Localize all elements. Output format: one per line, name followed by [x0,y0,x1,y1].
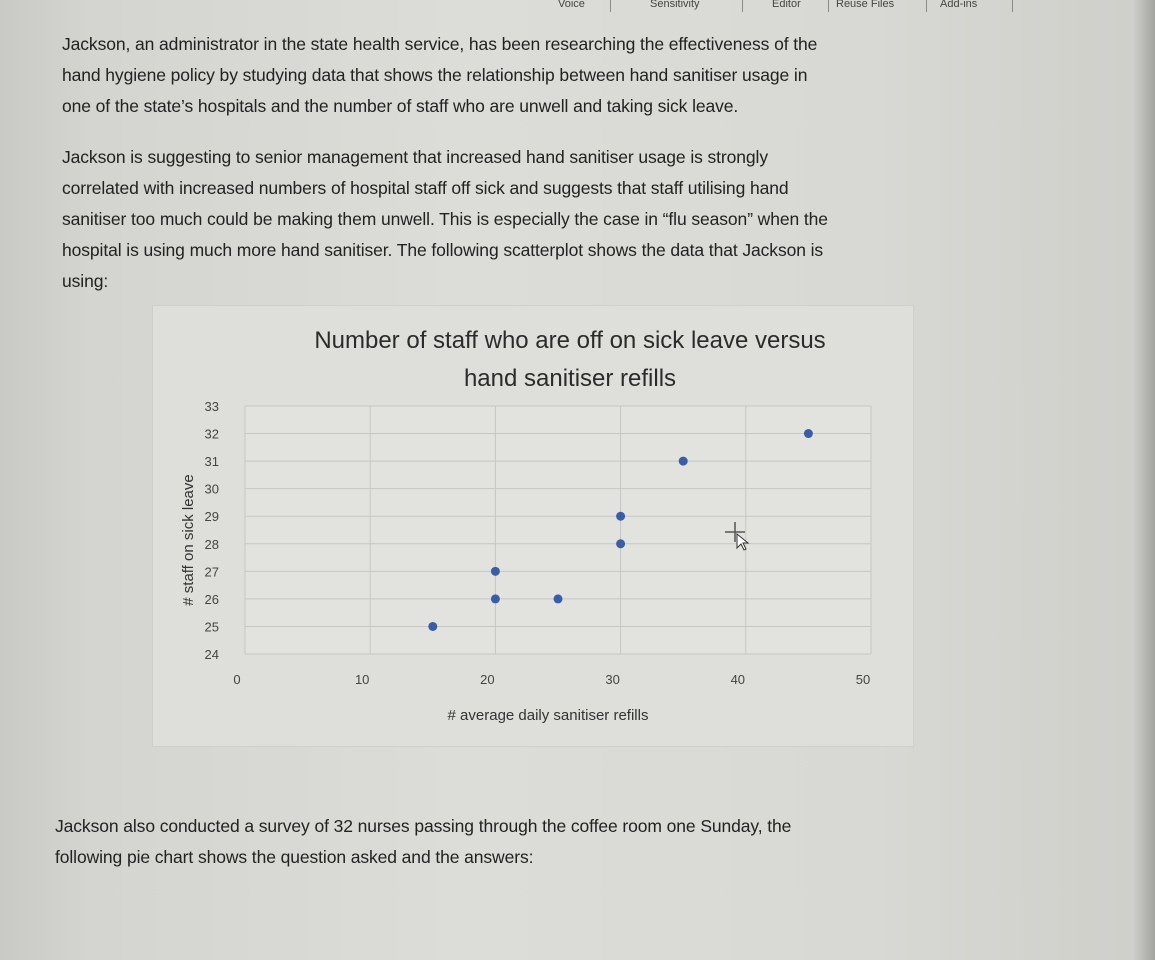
data-point [491,567,500,576]
ribbon-separator [742,0,743,12]
ribbon-separator [828,0,829,12]
x-tick-label: 30 [605,672,620,687]
paragraph-line: sanitiser too much could be making them unwell. This is especially the case in “flu season” when the [62,209,828,229]
y-tick-label: 26 [204,591,219,607]
x-tick-label: 0 [233,672,241,687]
y-tick-label: 25 [204,619,219,635]
ribbon-add-ins[interactable]: Add-ins [940,0,978,10]
y-tick-label: 29 [204,509,219,525]
x-tick-label: 40 [730,672,746,687]
data-point [804,429,813,438]
data-point [616,512,625,521]
paragraph-intro [62,29,817,122]
y-tick-label: 32 [204,426,219,442]
ribbon-separator [926,0,927,12]
x-tick-label: 50 [855,672,871,687]
y-tick-label: 30 [204,481,219,497]
paragraph-line: following pie chart shows the question asked and the answers: [55,847,534,867]
plot-area [245,406,871,654]
x-axis-label: # average daily sanitiser refills [447,707,649,724]
paragraph-line: Jackson is suggesting to senior management that increased hand sanitiser usage is strongly [62,147,768,167]
paragraph-survey [55,811,791,873]
ribbon-sensitivity[interactable]: Sensitivity [650,0,700,10]
ribbon-bar [0,0,1155,14]
data-point [491,594,500,603]
paragraph-line: using: [62,271,109,291]
paragraph-line: correlated with increased numbers of hospital staff off sick and suggests that staff utilising hand [62,178,789,198]
ribbon-separator [610,0,611,12]
ribbon-voice[interactable]: Voice [558,0,585,10]
scatter-chart-frame[interactable] [152,305,914,747]
ribbon-separator [1012,0,1013,12]
ribbon-reuse-files[interactable]: Reuse Files [836,0,895,10]
chart-title-line: Number of staff who are off on sick leave versus [314,327,826,354]
paragraph-line: hospital is using much more hand sanitiser. The following scatterplot shows the data that Jackson is [62,240,824,260]
y-tick-label: 31 [204,454,219,470]
ribbon-editor[interactable]: Editor [772,0,801,10]
y-tick-label: 28 [204,536,219,552]
x-tick-label: 10 [354,672,370,687]
y-tick-label: 33 [204,399,219,414]
y-tick-label: 24 [204,647,219,662]
page-edge-shadow [1133,0,1155,960]
paragraph-suggestion [62,142,828,297]
data-point [616,539,625,548]
paragraph-line: one of the state’s hospitals and the number of staff who are unwell and taking sick leave. [62,96,739,116]
x-tick-label: 20 [480,672,495,687]
data-point [554,594,563,603]
y-axis-label: # staff on sick leave [180,474,197,606]
data-point [428,622,437,631]
paragraph-line: hand hygiene policy by studying data that shows the relationship between hand sanitiser usage in [62,65,808,85]
paragraph-line: Jackson, an administrator in the state health service, has been researching the effectiveness of the [62,34,818,54]
scatter-chart [153,306,913,746]
y-tick-label: 27 [204,564,219,580]
chart-title-line: hand sanitiser refills [463,365,677,392]
data-point [679,457,688,466]
paragraph-line: Jackson also conducted a survey of 32 nurses passing through the coffee room one Sunday, the [55,816,792,836]
